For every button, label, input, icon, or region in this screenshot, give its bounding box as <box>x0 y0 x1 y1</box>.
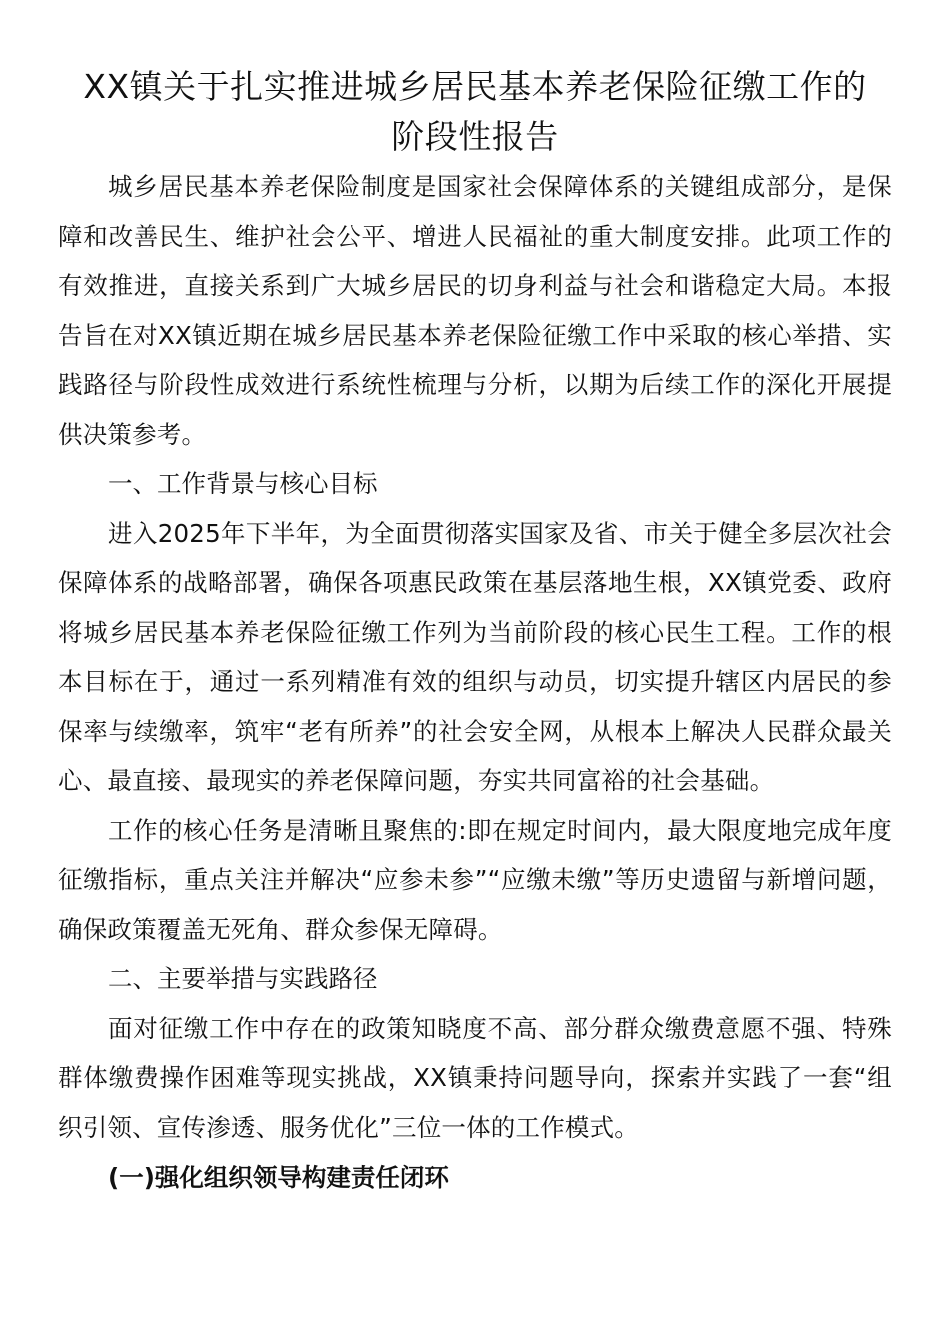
intro-paragraph: 城乡居民基本养老保险制度是国家社会保障体系的关键组成部分，是保障和改善民生、维护社会公平、增进人民福祉的重大制度安排。此项工作的有效推进，直接关系到广大城乡居民的切身利益与社会和谐稳定大局。本报告旨在对XX镇近期在城乡居民基本养老保险征缴工作中采取的核心举措、实践路径与阶段性成效进行系统性梳理与分析，以期为后续工作的深化开展提供决策参考。 <box>58 172 892 449</box>
subsection-1-heading: (一)强化组织领导构建责任闭环 <box>108 1163 449 1192</box>
section-1-heading: 一、工作背景与核心目标 <box>108 469 378 498</box>
document-body <box>58 162 892 1204</box>
section-2-heading: 二、主要举措与实践路径 <box>108 964 378 993</box>
section-1-paragraph-2: 工作的核心任务是清晰且聚焦的:即在规定时间内，最大限度地完成年度征缴指标，重点关注并解决“应参未参”“应缴未缴”等历史遗留与新增问题，确保政策覆盖无死角、群众参保无障碍。 <box>58 815 892 944</box>
section-1-paragraph-1: 进入2025年下半年，为全面贯彻落实国家及省、市关于健全多层次社会保障体系的战略部署，确保各项惠民政策在基层落地生根，XX镇党委、政府将城乡居民基本养老保险征缴工作列为当前阶段的核心民生工程。工作的根本目标在于，通过一系列精准有效的组织与动员，切实提升辖区内居民的参保率与续缴率，筑牢“老有所养”的社会安全网，从根本上解决人民群众最关心、最直接、最现实的养老保障问题，夯实共同富裕的社会基础。 <box>58 518 892 795</box>
section-2-paragraph-1: 面对征缴工作中存在的政策知晓度不高、部分群众缴费意愿不强、特殊群体缴费操作困难等现实挑战，XX镇秉持问题导向，探索并实践了一套“组织引领、宣传渗透、服务优化”三位一体的工作模式。 <box>58 1013 892 1142</box>
title-line-2: 阶段性报告 <box>391 117 559 156</box>
title-line-1: XX镇关于扎实推进城乡居民基本养老保险征缴工作的 <box>83 67 867 106</box>
document-title <box>58 62 892 162</box>
